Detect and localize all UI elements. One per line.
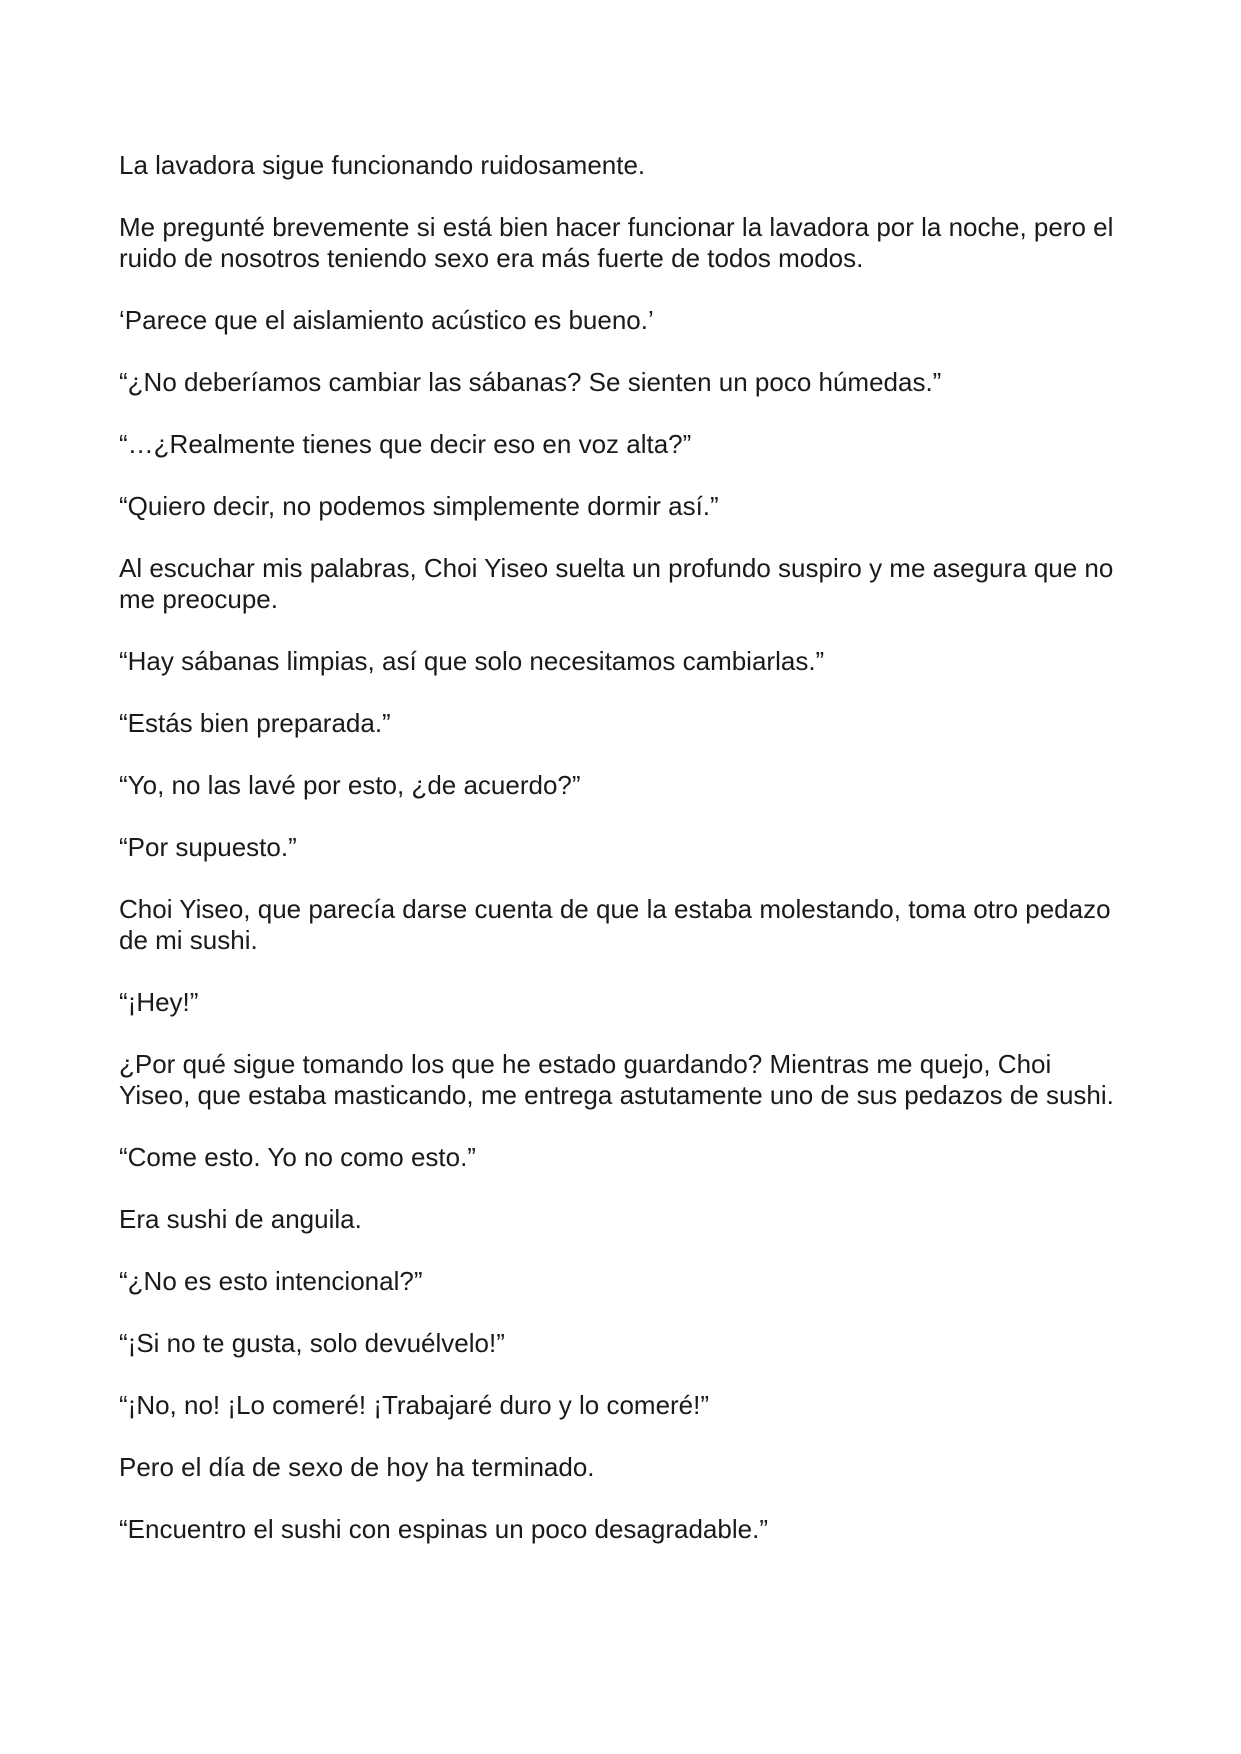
paragraph: ‘Parece que el aislamiento acústico es bueno.’ [119,305,654,335]
paragraph: “…¿Realmente tienes que decir eso en voz alta?” [119,429,692,459]
paragraph: “Estás bien preparada.” [119,708,391,738]
paragraph: “¿No es esto intencional?” [119,1266,423,1296]
paragraph: “Encuentro el sushi con espinas un poco desagradable.” [119,1514,768,1544]
paragraph: “Come esto. Yo no como esto.” [119,1142,476,1172]
paragraph: Al escuchar mis palabras, Choi Yiseo suelta un profundo suspiro y me asegura que no me preocupe. [119,553,1114,614]
paragraph: “Quiero decir, no podemos simplemente dormir así.” [119,491,719,521]
paragraph: Era sushi de anguila. [119,1204,362,1234]
paragraph: “Hay sábanas limpias, así que solo necesitamos cambiarlas.” [119,646,825,676]
paragraph: La lavadora sigue funcionando ruidosamente. [119,150,646,180]
paragraph: Pero el día de sexo de hoy ha terminado. [119,1452,595,1482]
paragraph: ¿Por qué sigue tomando los que he estado guardando? Mientras me quejo, Choi Yiseo, que estaba masticando, me entrega astutamente uno de sus pedazos de sushi. [119,1049,1114,1110]
paragraph: “¡Hey!” [119,987,199,1017]
paragraph: Me pregunté brevemente si está bien hacer funcionar la lavadora por la noche, pero el ruido de nosotros teniendo sexo era más fuerte de todos modos. [119,212,1114,273]
paragraph: Choi Yiseo, que parecía darse cuenta de que la estaba molestando, toma otro pedazo de mi sushi. [119,894,1111,955]
paragraph: “¡No, no! ¡Lo comeré! ¡Trabajaré duro y lo comeré!” [119,1390,710,1420]
paragraph: “Yo, no las lavé por esto, ¿de acuerdo?” [119,770,581,800]
paragraph: “¿No deberíamos cambiar las sábanas? Se sienten un poco húmedas.” [119,367,942,397]
paragraph: “Por supuesto.” [119,832,297,862]
paragraph: “¡Si no te gusta, solo devuélvelo!” [119,1328,505,1358]
document-body [119,150,1129,1576]
